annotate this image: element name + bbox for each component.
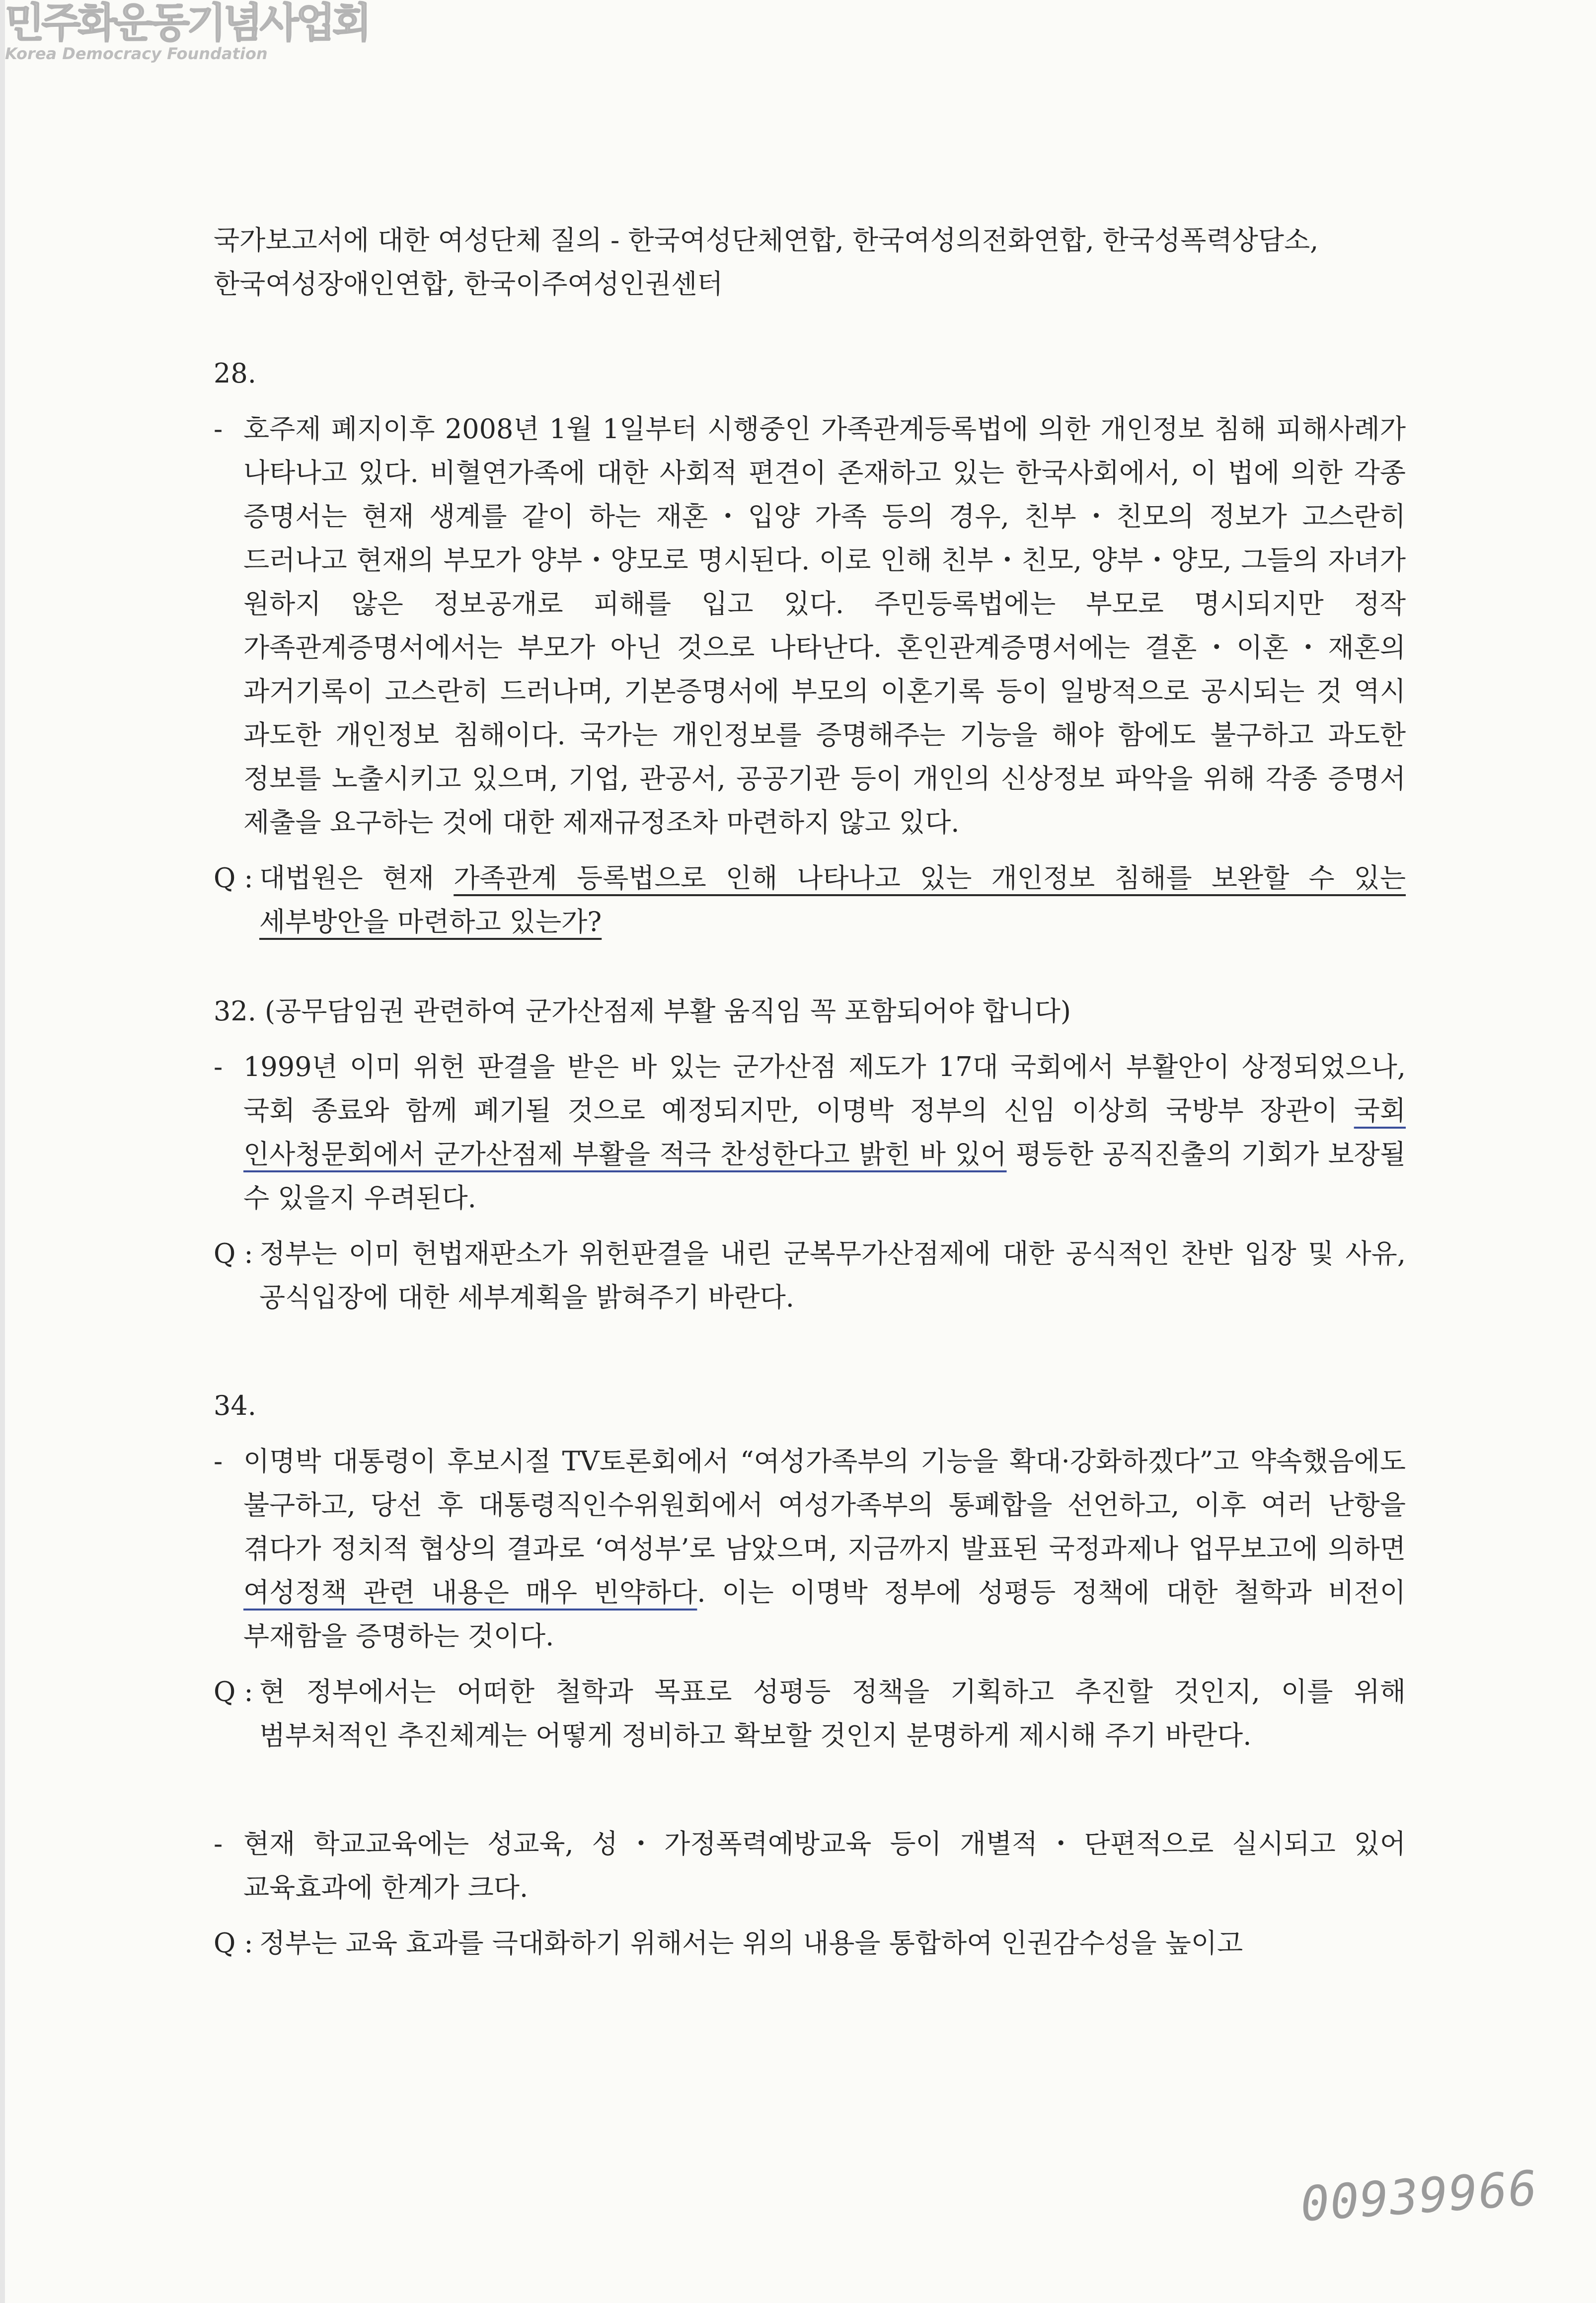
bullet-text	[243, 1440, 1406, 1658]
section-number: 28.	[214, 358, 256, 389]
bullet-text: 호주제 폐지이후 2008년 1월 1일부터 시행중인 가족관계등록법에 의한 개인정보 침해 피해사례가 나타나고 있다. 비혈연가족에 대한 사회적 편견이 존재하고 있는 한국사회에서, 이 법에 의한 각종 증명서는 현재 생계를 같이 하는 재혼・입양 가족 등의 경우, 친부・친모의 정보가 고스란히 드러나고 현재의 부모가 양부・양모로 명시된다. 이로 인해 친부・친모, 양부・양모, 그들의 자녀가 원하지 않은 정보공개로 피해를 입고 있다. 주민등록법에는 부모로 명시되지만 정작 가족관계증명서에서는 부모가 아닌 것으로 나타난다. 혼인관계증명서에는 결혼・이혼・재혼의 과거기록이 고스란히 드러나며, 기본증명서에 부모의 이혼기록 등이 일방적으로 공시되는 것 역시 과도한 개인정보 침해이다. 국가는 개인정보를 증명해주는 기능을 해야 함에도 불구하고 과도한 정보를 노출시키고 있으며, 기업, 관공서, 공공기관 등이 개인의 신상정보 파악을 위해 각종 증명서 제출을 요구하는 것에 대한 제재규정조차 마련하지 않고 있다.	[243, 413, 1406, 838]
question-mark: Q :	[214, 1676, 253, 1707]
bullet-item	[214, 1045, 1406, 1220]
section-34	[214, 1384, 1406, 1758]
bullet-text-tail: 평등한 공직진출의 기회가 보장될 수 있을지 우려된다.	[243, 1139, 1406, 1214]
question-text-plain: 대법원은 현재	[259, 862, 454, 894]
document-body	[214, 219, 1406, 1965]
bullet-item	[214, 407, 1406, 844]
bullet-text-plain: 이명박 대통령이 후보시절 TV토론회에서 “여성가족부의 기능을 확대·강화하겠다”고 약속했음에도 불구하고, 당선 후 대통령직인수위원회에서 여성가족부의 통폐합을 선언하고, 이후 여러 난항을 겪다가 정치적 협상의 결과로 ‘여성부’로 남았으며, 지금까지 발표된 국정과제나 업무보고에 의하면	[243, 1446, 1406, 1564]
section-number: 32. (공무담임권 관련하여 군가산점제 부활 움직임 꼭 포함되어야 합니다)	[214, 996, 1071, 1027]
question-item	[214, 1670, 1406, 1758]
question-mark: Q :	[214, 1927, 253, 1959]
question-text: 현 정부에서는 어떠한 철학과 목표로 성평등 정책을 기획하고 추진할 것인지, 이를 위해 범부처적인 추진체계는 어떻게 정비하고 확보할 것인지 분명하게 제시해 주기 바란다.	[259, 1676, 1406, 1751]
bullet-item	[214, 1440, 1406, 1658]
section-32	[214, 990, 1406, 1319]
intro-paragraph: 국가보고서에 대한 여성단체 질의 - 한국여성단체연합, 한국여성의전화연합, 한국성폭력상담소, 한국여성장애인연합, 한국이주여성인권센터	[214, 225, 1319, 300]
bullet-mark: -	[214, 1051, 223, 1082]
bullet-item	[214, 1822, 1406, 1910]
handwritten-underline: 가족관계 등록법으로 인해 나타나고 있는 개인정보 침해를 보완할 수 있는 세부방안을 마련하고 있는가?	[259, 862, 1406, 937]
handwritten-underline: 국회 인사청문회에서 군가산점제 부활을 적극 찬성한다고 밝힌 바 있어	[243, 1095, 1406, 1170]
bullet-text-tail: . 이는 이명박 정부에 성평등 정책에 대한 철학과 비전이 부재함을 증명하는 것이다.	[243, 1577, 1406, 1652]
question-item	[214, 1232, 1406, 1319]
logo-subtitle: Korea Democracy Foundation	[5, 44, 268, 63]
section-number: 34.	[214, 1390, 256, 1421]
question-text: 정부는 이미 헌법재판소가 위헌판결을 내린 군복무가산점제에 대한 공식적인 찬반 입장 및 사유, 공식입장에 대한 세부계획을 밝혀주기 바란다.	[259, 1238, 1406, 1313]
question-text	[259, 856, 1406, 944]
bullet-mark: -	[214, 1828, 223, 1859]
question-item	[214, 1921, 1406, 1965]
archive-number-stamp: 00939966	[1298, 2160, 1540, 2232]
question-item	[214, 856, 1406, 944]
section-28	[214, 352, 1406, 944]
bullet-mark: -	[214, 1446, 223, 1477]
scan-edge	[0, 0, 5, 2303]
bullet-text: 현재 학교교육에는 성교육, 성・가정폭력예방교육 등이 개별적・단편적으로 실시되고 있어 교육효과에 한계가 크다.	[243, 1828, 1406, 1903]
handwritten-underline: 여성정책 관련 내용은 매우 빈약하다	[243, 1577, 697, 1608]
section-education	[214, 1822, 1406, 1965]
bullet-text	[243, 1045, 1406, 1220]
bullet-mark: -	[214, 413, 223, 445]
bullet-text-plain: 1999년 이미 위헌 판결을 받은 바 있는 군가산점 제도가 17대 국회에서 부활안이 상정되었으나, 국회 종료와 함께 폐기될 것으로 예정되지만, 이명박 정부의 신임 이상희 국방부 장관이	[243, 1051, 1406, 1126]
logo-title: 민주화운동기념사업회	[5, 0, 369, 47]
logo	[5, 0, 369, 63]
question-mark: Q :	[214, 1238, 253, 1269]
question-text: 정부는 교육 효과를 극대화하기 위해서는 위의 내용을 통합하여 인권감수성을 높이고	[259, 1927, 1243, 1959]
question-mark: Q :	[214, 862, 253, 894]
